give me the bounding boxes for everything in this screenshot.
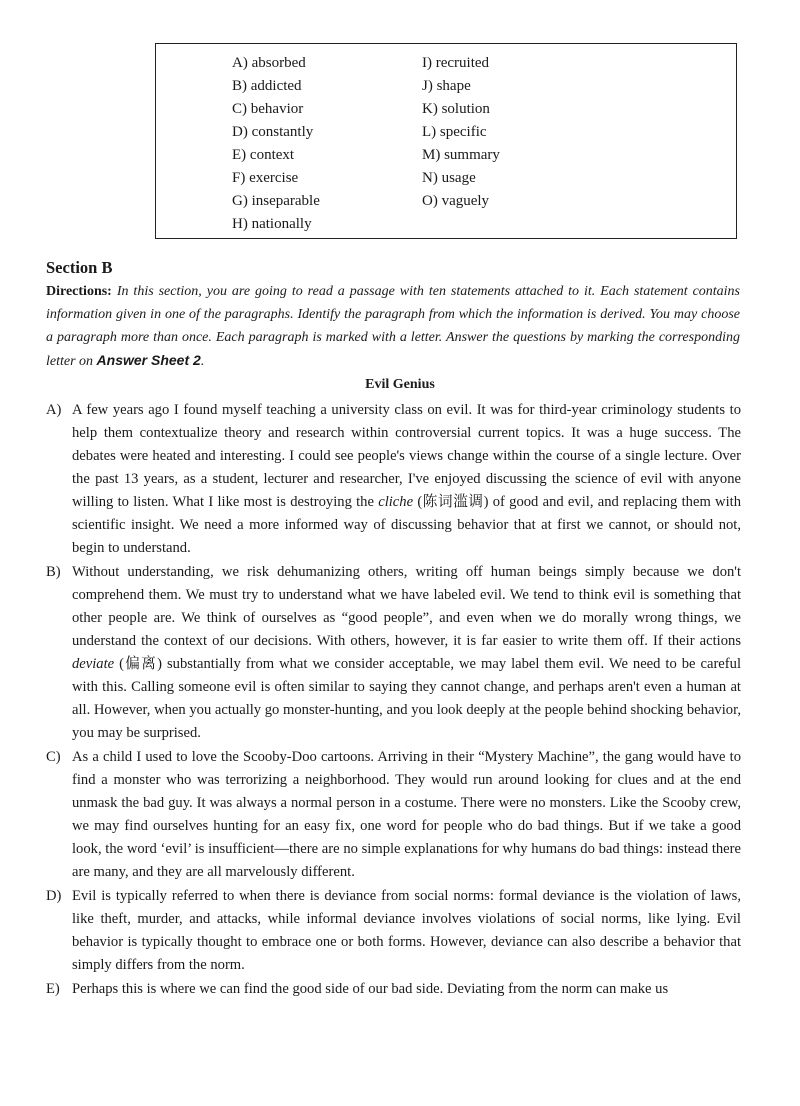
paragraph-letter: A): [46, 402, 62, 418]
directions-text: In this section, you are going to read a passage with ten statements attached to it. Each statement contains information given in one of the paragraphs. Identify the paragraph from which the information is derived. You may choose a paragraph more than once. Each paragraph is marked with a letter. Answer the questions by marking the corresponding letter on: [46, 284, 741, 370]
word-option: N) usage: [422, 170, 476, 186]
paragraph-a: [46, 399, 741, 560]
passage: [46, 399, 741, 1002]
word-option: I) recruited: [422, 55, 490, 71]
paragraph-text-part: (陈词滥调) of good and evil, and replacing them with scientific insight. We need a more informed way of discussing behavior that at first we cannot, or should not, begin to understand.: [72, 494, 741, 556]
passage-title: Evil Genius: [365, 377, 435, 392]
word-option: E) context: [232, 147, 295, 163]
paragraph-text: Evil is typically referred to when there is deviance from social norms: formal deviance is the violation of laws, like theft, murder, and attacks, while informal deviance involves violations of social norms, like lying. Evil behavior is typically thought to embrace one or both forms. However, deviance can also describe a behavior that simply differs from the norm.: [72, 888, 741, 973]
word-option: L) specific: [422, 124, 487, 140]
word-option: J) shape: [422, 78, 471, 94]
italic-term: deviate: [72, 656, 115, 672]
word-option: H) nationally: [232, 216, 312, 232]
paragraph-letter: E): [46, 981, 60, 997]
paragraph-d: [46, 885, 741, 977]
word-bank-column-left: [232, 52, 320, 236]
paragraph-b: [46, 561, 741, 745]
word-option: M) summary: [422, 147, 500, 163]
word-option: F) exercise: [232, 170, 299, 186]
directions: [46, 281, 740, 374]
paragraph-text-part: (偏离) substantially from what we consider acceptable, we may label them evil. We need to be careful with this. Calling someone evil is often similar to saying they cannot change, and perhaps aren't even a human at all. However, when you actually go monster-hunting, and you look deeply at the people behind shocking behavior, you may be surprised.: [72, 656, 741, 741]
paragraph-c: [46, 746, 741, 884]
word-option: B) addicted: [232, 78, 302, 94]
paragraph-text: [72, 402, 741, 556]
paragraph-letter: D): [46, 888, 62, 904]
word-bank-box: [155, 43, 737, 239]
word-bank-column-right: [422, 52, 500, 213]
answer-sheet-label: Answer Sheet 2: [96, 352, 201, 369]
paragraph-letter: C): [46, 749, 61, 765]
directions-label: Directions:: [46, 284, 112, 299]
italic-term: cliche: [378, 494, 414, 510]
section-title: Section B: [46, 258, 113, 277]
paragraph-text: As a child I used to love the Scooby-Doo cartoons. Arriving in their “Mystery Machine”, the gang would have to find a monster who was terrorizing a neighborhood. They would run around looking for clues and at the end unmask the bad guy. It was always a normal person in a costume. There were no monsters. Like the Scooby crew, we may find ourselves hunting for an easy fix, one word for people who do bad things. But if we take a good look, the word ‘evil’ is insufficient—there are no simple explanations for why humans do bad things: instead there are many, and they are all marvelously different.: [72, 749, 741, 880]
paragraph-text-part: Without understanding, we risk dehumanizing others, writing off human beings simply because we don't comprehend them. We must try to understand what we have labeled evil. We tend to think evil is something that other people are. We think of ourselves as “good people”, and even when we do morally wrong things, we understand the context of our decisions. With others, however, it is far easier to write them off. If their actions: [72, 564, 741, 649]
word-option: D) constantly: [232, 124, 314, 140]
word-option: C) behavior: [232, 101, 304, 117]
word-option: K) solution: [422, 101, 490, 117]
word-option: G) inseparable: [232, 193, 320, 209]
directions-end: .: [200, 354, 205, 370]
word-option: O) vaguely: [422, 193, 490, 209]
paragraph-e: [46, 978, 741, 1001]
paragraph-text: [72, 564, 741, 741]
word-option: A) absorbed: [232, 55, 306, 71]
paragraph-text: Perhaps this is where we can find the good side of our bad side. Deviating from the norm can make us: [72, 981, 669, 997]
paragraph-letter: B): [46, 564, 61, 580]
paragraph-text-part: A few years ago I found myself teaching a university class on evil. It was for third-year criminology students to help them contextualize theory and research within controversial current topics. It was a huge success. The debates were heated and interesting. I could see people's views change within the course of a single lecture. Over the past 13 years, as a student, lecturer and researcher, I've enjoyed discussing the science of evil with anyone willing to listen. What I like most is destroying the: [72, 402, 741, 510]
